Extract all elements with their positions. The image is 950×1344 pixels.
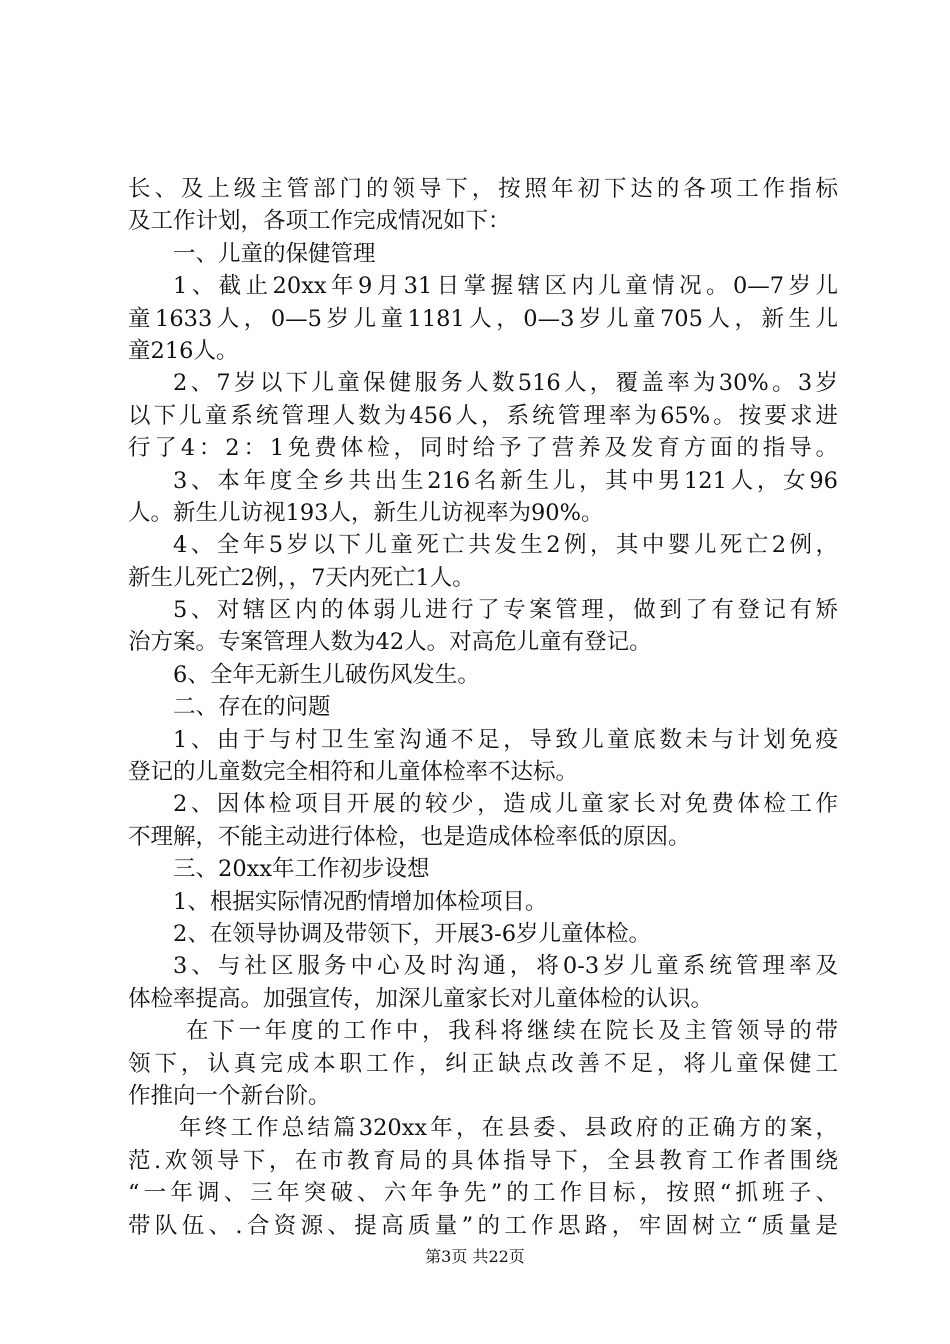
text-line: 2、7岁以下儿童保健服务人数516人，覆盖率为30%。3岁 xyxy=(173,370,838,397)
section-heading: 一、儿童的保健管理 xyxy=(173,240,376,267)
text-line: 3、与社区服务中心及时沟通，将0-3岁儿童系统管理率及 xyxy=(173,953,838,980)
text-line: 1、由于与村卫生室沟通不足，导致儿童底数未与计划免疫 xyxy=(173,726,838,753)
text-line: 3、本年度全乡共出生216名新生儿，其中男121人，女96 xyxy=(173,467,838,494)
text-line: 范.欢领导下，在市教育局的具体指导下，全县教育工作者围绕 xyxy=(128,1147,838,1174)
document-body xyxy=(128,173,838,1242)
text-line: 行了4：2：1免费体检，同时给予了营养及发育方面的指导。 xyxy=(128,435,838,462)
text-line: 1、截止20xx年9月31日掌握辖区内儿童情况。0—7岁儿 xyxy=(173,273,838,300)
text-line: 2、因体检项目开展的较少，造成儿童家长对免费体检工作 xyxy=(173,791,838,818)
text-line: 体检率提高。加强宣传，加深儿童家长对儿童体检的认识。 xyxy=(128,985,714,1012)
text-line: 作推向一个新台阶。 xyxy=(128,1082,331,1109)
section-heading: 三、20xx年工作初步设想 xyxy=(173,856,430,883)
text-line: 不理解，不能主动进行体检，也是造成体检率低的原因。 xyxy=(128,823,691,850)
text-line: 及工作计划，各项工作完成情况如下： xyxy=(128,208,511,235)
text-line: 以下儿童系统管理人数为456人，系统管理率为65%。按要求进 xyxy=(128,402,838,429)
text-line: 人。新生儿访视193人，新生儿访视率为90%。 xyxy=(128,499,604,526)
text-line: 在下一年度的工作中，我科将继续在院长及主管领导的带 xyxy=(186,1018,838,1045)
section-heading: 二、存在的问题 xyxy=(173,694,331,721)
text-line: 童1633人，0—5岁儿童1181人，0—3岁儿童705人，新生儿 xyxy=(128,305,838,332)
page-footer: 第3页 共22页 xyxy=(425,1247,525,1266)
text-line: 4、全年5岁以下儿童死亡共发生2例，其中婴儿死亡2例， xyxy=(173,532,838,559)
text-line: 长、及上级主管部门的领导下，按照年初下达的各项工作指标 xyxy=(128,176,838,202)
text-line: 1、根据实际情况酌情增加体检项目。 xyxy=(173,888,548,915)
text-line: 年终工作总结篇320xx年，在县委、县政府的正确方的案， xyxy=(179,1115,838,1142)
text-line: 新生儿死亡2例，，7天内死亡1人。 xyxy=(128,564,475,591)
text-line: 5、对辖区内的体弱儿进行了专案管理，做到了有登记有矫 xyxy=(173,597,838,624)
text-line: “一年调、三年突破、六年争先”的工作目标，按照“抓班子、 xyxy=(128,1180,838,1207)
text-line: 登记的儿童数完全相符和儿童体检率不达标。 xyxy=(128,759,579,786)
text-line: 带队伍、.合资源、提高质量”的工作思路，牢固树立“质量是 xyxy=(128,1212,838,1239)
text-line: 6、全年无新生儿破伤风发生。 xyxy=(173,661,480,688)
text-line: 领下，认真完成本职工作，纠正缺点改善不足，将儿童保健工 xyxy=(128,1050,838,1077)
text-line: 2、在领导协调及带领下，开展3-6岁儿童体检。 xyxy=(173,920,652,947)
text-line: 治方案。专案管理人数为42人。对高危儿童有登记。 xyxy=(128,629,652,656)
text-line: 童216人。 xyxy=(128,337,239,364)
